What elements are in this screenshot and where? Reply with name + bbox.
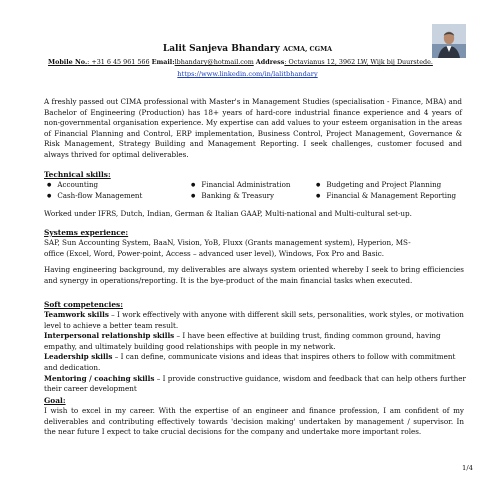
- soft-competencies-heading: Soft competencies:: [44, 300, 123, 309]
- interpersonal-text: – I have been effective at building trust, finding common ground, having empathy, and ultimately building good relationships with people in my network.: [44, 331, 441, 351]
- person-photo-icon: [432, 24, 466, 58]
- teamwork-item: [44, 310, 468, 331]
- email-link[interactable]: lbhandary@hotmail.com: [174, 58, 254, 66]
- mobile-value: : +31 6 45 961 566: [87, 58, 150, 66]
- mobile-label: Mobile No.: [48, 58, 88, 66]
- skill-item: ● Banking & Treasury: [191, 191, 274, 203]
- mentoring-item: [44, 374, 468, 395]
- intro-paragraph: A freshly passed out CIMA professional with Master's in Management Studies (specialisation - Finance, MBA) and Bachelor of Engineering (Production) has 18+ years of hard-core industrial finance experience and 4 years of non-governmental organisation experience. My expertise can add values to your esteem organisation in the areas of Financial Planning and Control, ERP implementation, Business Control, Project Management, Governance & Risk Management, Strategy Building and Management Reporting. I seek challenges, customer focused and always thrived for optimal deliverables.: [44, 97, 462, 159]
- skill-item: ● Cash-flow Management: [47, 191, 142, 203]
- skill-item: ● Financial Administration: [191, 180, 291, 192]
- address-label: Address: [255, 58, 285, 66]
- skill-item: ● Financial & Management Reporting: [316, 191, 456, 203]
- page-number: 1/4: [462, 464, 473, 472]
- name-suffix: ACMA, CGMA: [283, 45, 333, 53]
- systems-line-2: office (Excel, Word, Power-point, Access – advanced user level), Windows, Fox Pro and Basic.: [44, 249, 385, 258]
- candidate-name: [120, 44, 375, 54]
- linkedin-link[interactable]: https://www.linkedin.com/in/lalitbhandary: [177, 70, 318, 78]
- technical-skills-heading: Technical skills:: [44, 170, 111, 179]
- email-label: Email:: [151, 58, 175, 66]
- mentoring-label: Mentoring / coaching skills: [44, 373, 155, 383]
- skill-item: ● Accounting: [47, 180, 98, 192]
- goal-heading: Goal:: [44, 396, 66, 405]
- profile-photo: [432, 24, 466, 58]
- gaap-note: Worked under IFRS, Dutch, Indian, German & Italian GAAP, Multi-national and Multi-cultural set-up.: [44, 209, 412, 218]
- goal-paragraph: I wish to excel in my career. With the expertise of an engineer and finance profession, I am confident of my deliverables and contributing effectively towards 'decision making' undertaken by management / supervisor. In the near future I expect to take crucial decisions for the company and undertake more important roles.: [44, 406, 464, 437]
- leadership-label: Leadership skills: [44, 352, 113, 362]
- contact-line: [48, 58, 462, 66]
- interpersonal-label: Interpersonal relationship skills: [44, 331, 175, 341]
- systems-heading: Systems experience:: [44, 228, 129, 237]
- teamwork-text: – I work effectively with anyone with different skill sets, personalities, work styles, or motivation level to achieve a better team result.: [44, 310, 464, 330]
- name-text: Lalit Sanjeva Bhandary: [162, 44, 280, 54]
- engineering-paragraph: Having engineering background, my deliverables are always system oriented whereby I seek to bring efficiencies and synergy in operations/reporting. It is the bye-product of the main financial tasks when executed.: [44, 265, 464, 285]
- systems-line-1: SAP, Sun Accounting System, BaaN, Vision, YoB, Fluxx (Grants management system), Hyperion, MS-: [44, 238, 411, 247]
- leadership-item: [44, 352, 468, 373]
- teamwork-label: Teamwork skills: [44, 310, 109, 319]
- interpersonal-item: [44, 331, 468, 352]
- mentoring-text: – I provide constructive guidance, wisdom and feedback that can help others further their career development: [44, 373, 466, 394]
- soft-competencies-text: [44, 310, 468, 395]
- address-value: : Octavianus 12, 3962 LW, Wijk bij Duurstede.: [284, 58, 433, 66]
- skill-item: ● Budgeting and Project Planning: [316, 180, 441, 192]
- leadership-text: – I can define, communicate visions and ideas that inspires others to follow with commitment and dedication.: [44, 352, 456, 372]
